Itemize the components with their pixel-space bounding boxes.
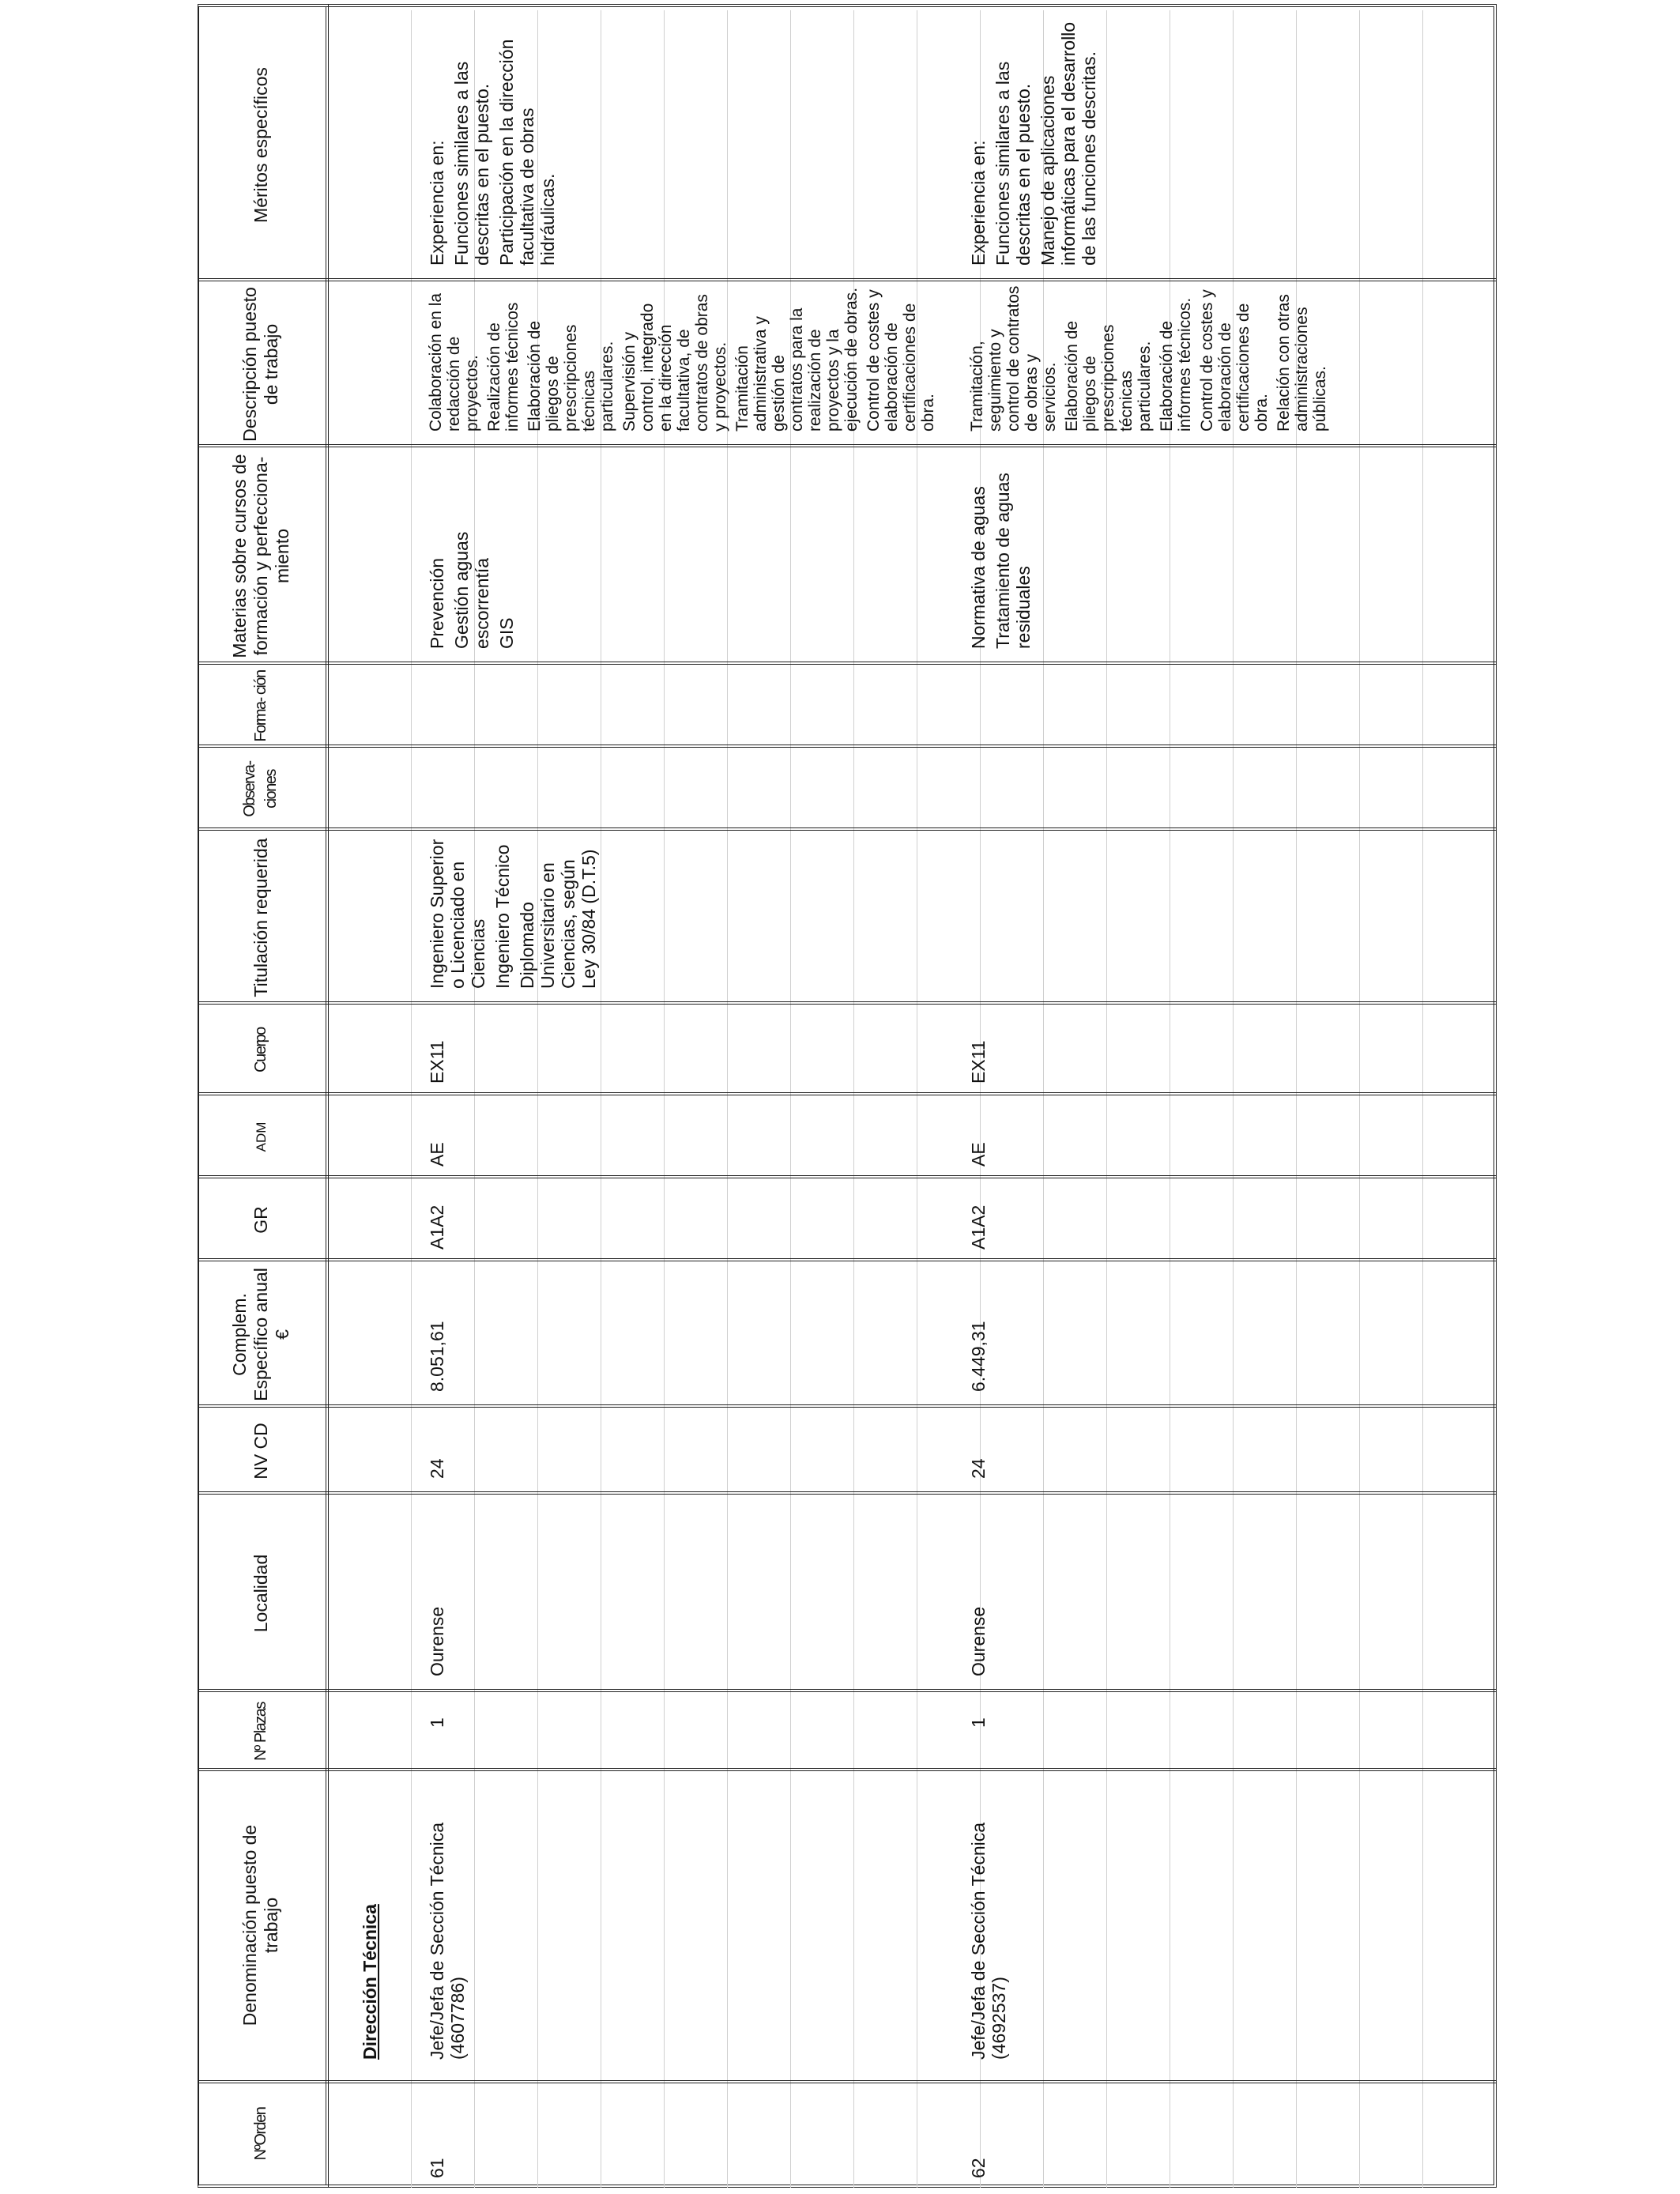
titulacion-line: Diplomado Universitario en Ciencias, según Ley 30/84 (D.T.5)	[517, 849, 599, 989]
merito-line: Experiencia en:	[427, 140, 447, 266]
column-divider	[198, 1175, 1497, 1178]
column-divider	[198, 827, 1497, 831]
header-formacion: Forma- ción	[251, 670, 269, 742]
row-materias	[427, 451, 521, 649]
header-gr: GR	[250, 1206, 271, 1234]
row-adm: AE	[968, 1142, 989, 1167]
row-materias	[968, 451, 1038, 649]
row-cuerpo: EX11	[427, 1040, 447, 1084]
column-divider	[198, 2080, 1497, 2083]
header-denominacion: Denominación puesto de trabajo	[239, 1824, 281, 2026]
row-descripcion	[427, 285, 941, 432]
descripcion-line: Realización de informes técnicos	[485, 302, 522, 432]
row-plazas: 1	[968, 1717, 989, 1728]
header-titulacion: Titulación requerida	[250, 838, 271, 997]
descripcion-line: Control de costes y elaboración de certificaciones de obra.	[864, 289, 937, 432]
row-localidad: Ourense	[968, 1606, 989, 1676]
merito-line: Manejo de aplicaciones informáticas para el desarrollo de las funciones descritas.	[1038, 21, 1099, 266]
row-gr: A1A2	[968, 1204, 989, 1250]
row-nv-cd: 24	[427, 1458, 447, 1479]
row-denominacion: Jefe/Jefa de Sección Técnica (4692537)	[968, 1822, 1009, 2060]
header-nv-cd-cell: NV CD	[250, 1423, 271, 1480]
header-meritos: Méritos específicos	[250, 67, 271, 223]
header-plazas: Nº Plazas	[251, 1702, 269, 1761]
row-meritos	[968, 21, 1103, 266]
merito-line: Funciones similares a las descritas en el puesto.	[993, 61, 1034, 266]
column-divider	[198, 278, 1497, 281]
row-rule	[411, 10, 412, 2188]
header-orden: NºOrden	[251, 2107, 269, 2161]
column-divider	[198, 1404, 1497, 1408]
header-adm: ADM	[253, 1122, 269, 1152]
row-localidad: Ourense	[427, 1606, 447, 1676]
row-titulacion	[427, 839, 603, 989]
row-plazas: 1	[427, 1717, 447, 1728]
titulacion-line: Ingeniero Superior o Licenciado en Ciencias	[427, 839, 488, 989]
materia-line: Gestión aguas escorrentía	[451, 531, 492, 649]
row-meritos	[427, 21, 562, 266]
descripcion-line: Tramitación, seguimiento y control de contratos de obras y servicios.	[968, 285, 1059, 432]
row-nv-cd: 24	[968, 1458, 989, 1479]
row-complemento: 6.449,31	[968, 1321, 989, 1392]
materia-line: GIS	[496, 617, 517, 649]
row-rule	[1422, 10, 1423, 2188]
row-denominacion: Jefe/Jefa de Sección Técnica (4607786)	[427, 1822, 468, 2060]
header-descripcion: Descripción puesto de trabajo	[239, 287, 281, 442]
column-divider	[198, 444, 1497, 447]
descripcion-line: Control de costes y elaboración de certificaciones de obra.	[1198, 289, 1271, 432]
row-gr: A1A2	[427, 1204, 447, 1250]
row-rule	[1359, 10, 1360, 2188]
row-adm: AE	[427, 1142, 447, 1167]
descripcion-line: Relación con otras administraciones públicas.	[1275, 294, 1329, 432]
row-descripcion	[968, 285, 1333, 432]
merito-line: Experiencia en:	[968, 140, 989, 266]
column-divider	[198, 1768, 1497, 1771]
row-orden: 62	[968, 2158, 989, 2178]
header-materias: Materias sobre cursos de formación y perfecciona- miento	[228, 454, 292, 658]
header-complemento: Complem. Específico anual €	[228, 1268, 292, 1401]
column-divider	[198, 1491, 1497, 1495]
merito-line: Funciones similares a las descritas en el puesto.	[451, 61, 492, 266]
descripcion-line: Elaboración de pliegos de prescripciones técnicas particulares.	[1063, 320, 1154, 432]
header-localidad: Localidad	[250, 1554, 271, 1633]
column-divider	[198, 1092, 1497, 1095]
section-title: Dirección Técnica	[360, 1904, 380, 2060]
materia-line: Tratamiento de aguas residuales	[993, 473, 1034, 649]
row-cuerpo: EX11	[968, 1040, 989, 1084]
materia-line: Prevención	[427, 557, 447, 649]
descripcion-line: Colaboración en la redacción de proyectos.	[427, 292, 481, 432]
column-divider	[198, 1689, 1497, 1692]
row-orden: 61	[427, 2158, 447, 2178]
merito-line: Participación en la dirección facultativa de obras hidráulicas.	[496, 39, 558, 266]
titulacion-line: Ingeniero Técnico	[492, 844, 513, 989]
descripcion-line: Elaboración de informes técnicos.	[1158, 297, 1194, 432]
column-divider	[198, 662, 1497, 665]
column-divider	[198, 745, 1497, 748]
header-cuerpo: Cuerpo	[251, 1027, 269, 1072]
column-divider	[198, 1001, 1497, 1005]
descripcion-line: Elaboración de pliegos de prescripciones técnicas particulares.	[525, 320, 616, 432]
descripcion-line: Tramitación administrativa y gestión de contratos para la realización de proyectos y la ejecución de obras.	[733, 287, 861, 432]
materia-line: Normativa de aguas	[968, 486, 989, 649]
row-complemento: 8.051,61	[427, 1321, 447, 1392]
column-divider	[198, 1258, 1497, 1261]
header-observaciones: Observa- ciones	[241, 761, 280, 817]
descripcion-line: Supervisión y control, integrado en la dirección facultativa, de contratos de obras y proyectos.	[620, 294, 729, 432]
